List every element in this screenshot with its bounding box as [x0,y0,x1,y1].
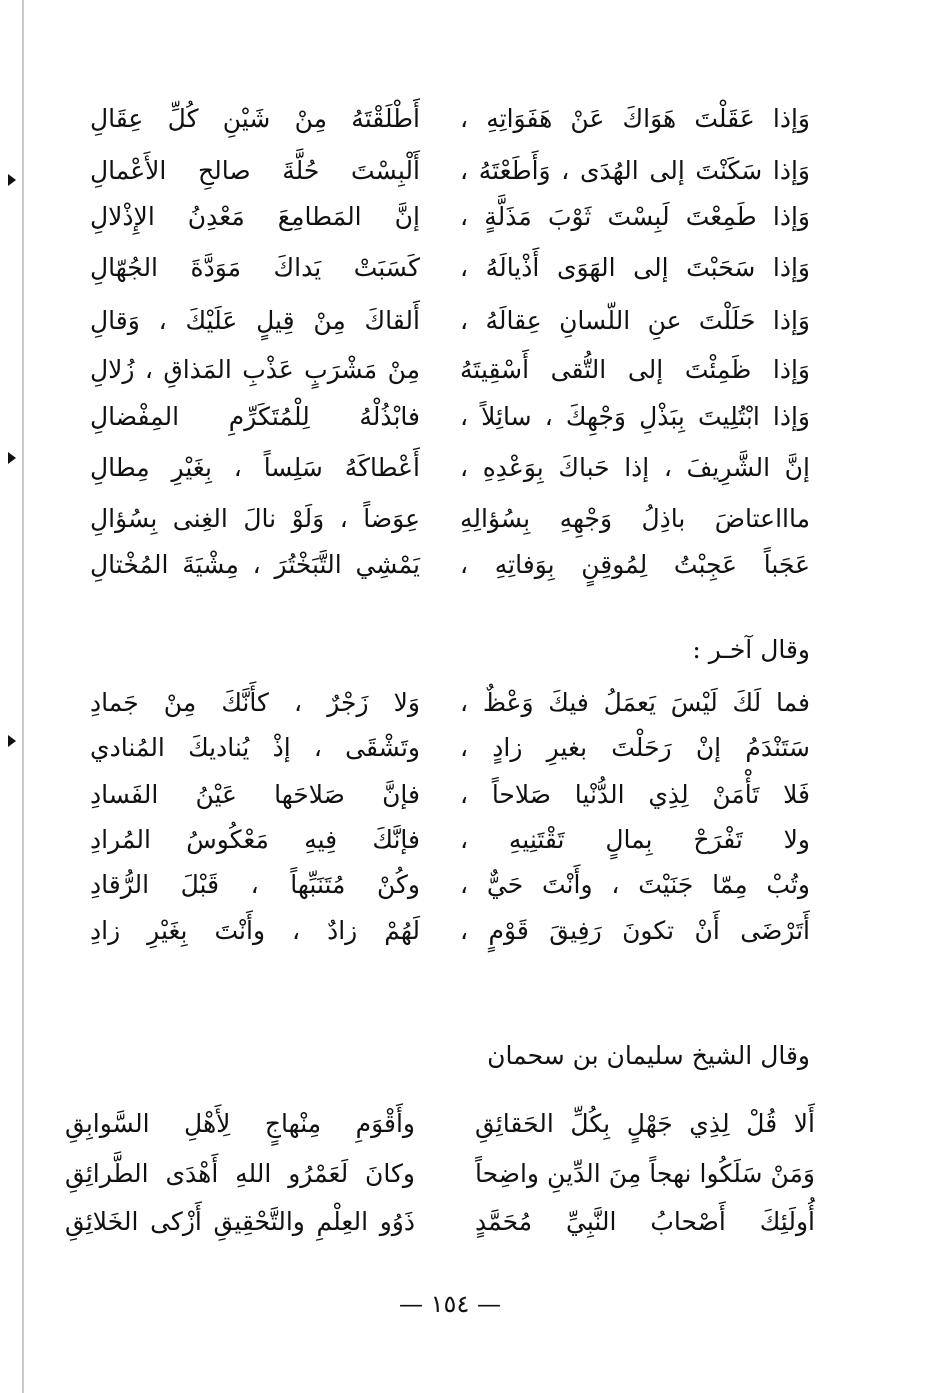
verse [90,192,810,242]
second-hemistich: يَمْشِي التَّبَخْتُرَ ، مِشْيَةَ المُخْتالِ [90,550,420,579]
verse [90,443,810,493]
verse [90,392,810,442]
verse [90,815,810,865]
verse [90,94,810,144]
first-hemistich: فما لَكَ لَيْسَ يَعمَلُ فيكَ وَعْظٌ ، [460,688,810,717]
first-hemistich: عَجَباً عَجِبْتُ لِمُوقِنٍ بِوَفاتِهِ ، [460,550,810,579]
verse [90,296,810,346]
first-hemistich: ولا تَفْرَحْ بِمالٍ تَقْتَنِيهِ ، [460,825,810,854]
verse [90,146,810,196]
first-hemistich: وَإذا عَقَلْتَ هَوَاكَ عَنْ هَفَوَاتِهِ ، [460,104,810,133]
first-hemistich: وتُبْ مِمّا جَنَيْتَ ، وأَنْتَ حَيٌّ ، [460,870,810,899]
second-hemistich: لَهُمْ زادٌ ، وأَنْتَ بِغَيْرِ زادِ [90,916,420,945]
second-hemistich: ذَوُو العِلْمِ والتَّحْقِيقِ أَزْكى الخَلائِقِ [65,1207,415,1236]
second-hemistich: أَعْطاكَهُ سَلِساً ، بِغَيْرِ مِطالِ [90,453,420,482]
first-hemistich: وَإذا طَمِعْتَ لَبِسْتَ ثَوْبَ مَذَلَّةٍ ، [460,202,810,231]
verse [90,243,810,293]
first-hemistich: وَإذا ظَمِئْتَ إلى التُّقى أَسْقِيتَهُ [460,355,810,384]
second-hemistich: وكانَ لَعَمْرُو اللهِ أَهْدَى الطَّرائِقِ [65,1159,415,1188]
section-heading: وقال آخـر : [692,635,810,664]
margin-marker [8,735,16,747]
first-hemistich: وَإذا حَلَلْتَ عنِ اللّسانِ عِقالَهُ ، [460,306,810,335]
second-hemistich: وَلا زَجْرٌ ، كأَنَّكَ مِنْ جَمادِ [90,688,420,717]
second-hemistich: فإنَّكَ فِيهِ مَعْكُوسُ المُرادِ [90,825,420,854]
second-hemistich: وتَشْقَى ، إذْ يُناديكَ المُنادي [90,733,420,762]
first-hemistich: إنَّ الشَّرِيفَ ، إذا حَباكَ بِوَعْدِهِ ، [460,453,810,482]
second-hemistich: كَسَبَتْ يَداكَ مَوَدَّةَ الجُهّالِ [90,253,420,282]
first-hemistich: سَتَنْدَمُ إنْ رَحَلْتَ بغيرِ زادٍ ، [460,733,810,762]
verse [65,1100,815,1148]
second-hemistich: وأَقْوَمِ مِنْهاجٍ لِأَهْلِ السَّوابِقِ [65,1109,415,1138]
margin-marker [8,174,16,186]
verse [90,770,810,820]
section-heading: وقال الشيخ سليمان بن سحمان [487,1041,810,1070]
verse [65,1198,815,1246]
second-hemistich: فإنَّ صَلاحَها عَيْنُ الفَسادِ [90,780,420,809]
verse [90,906,810,956]
second-hemistich: مِنْ مَشْرَبٍ عَذْبِ المَذاقِ ، زُلالِ [90,355,420,384]
second-hemistich: وكُنْ مُتَنَبِّهاً ، قَبْلَ الرُّقادِ [90,870,420,899]
second-hemistich: عِوَضاً ، وَلَوْ نالَ الغِنى بِسُؤالِ [90,504,420,533]
verse [90,345,810,395]
verse [90,860,810,910]
second-hemistich: أَلْبِسْتَ حُلَّةَ صالحِ الأَعْمالِ [90,156,420,185]
first-hemistich: وَمَنْ سَلَكُوا نهجاً مِنَ الدِّينِ واضِحاً [475,1159,815,1188]
margin-marker [8,452,16,464]
verse [90,540,810,590]
book-page [65,0,815,1393]
first-hemistich: وَإذا سَحَبْتَ إلى الهَوَى أَذْيالَهُ ، [460,253,810,282]
second-hemistich: أَطْلَقْتَهُ مِنْ شَيْنِ كُلِّ عِقَالِ [90,104,420,133]
first-hemistich: ماااعتاضَ باذِلُ وَجْهِهِ بِسُؤالِهِ [460,504,810,533]
second-hemistich: أَلقاكَ مِنْ قِيلٍ عَلَيْكَ ، وَقالِ [90,306,420,335]
second-hemistich: فابْذُلْهُ لِلْمُتَكَرِّمِ المِفْضالِ [90,402,420,431]
first-hemistich: أَتَرْضَى أَنْ تكونَ رَفِيقَ قَوْمٍ ، [460,916,810,945]
first-hemistich: أَلا قُلْ لِذِي جَهْلٍ بِكُلِّ الحَقائِقِ [475,1109,815,1138]
verse [65,1150,815,1198]
binding-edge-line [22,0,24,1393]
page-number: — ١٥٤ — [399,1290,501,1318]
first-hemistich: وَإذا ابْتُلِيتَ بِبَذْلِ وَجْهِكَ ، سائِلاً ، [460,402,810,431]
first-hemistich: وَإذا سَكَنْتَ إلى الهُدَى ، وَأَطَعْتَهُ ، [460,156,810,185]
verse [90,723,810,773]
first-hemistich: أُولَئِكَ أَصْحابُ النَّبِيِّ مُحَمَّدٍ [475,1207,815,1236]
first-hemistich: فَلا تَأْمَنْ لِذِي الدُّنْيا صَلاحاً ، [460,780,810,809]
verse [90,678,810,728]
second-hemistich: إنَّ المَطامِعَ مَعْدِنُ الإِذْلالِ [90,202,420,231]
verse [90,494,810,544]
